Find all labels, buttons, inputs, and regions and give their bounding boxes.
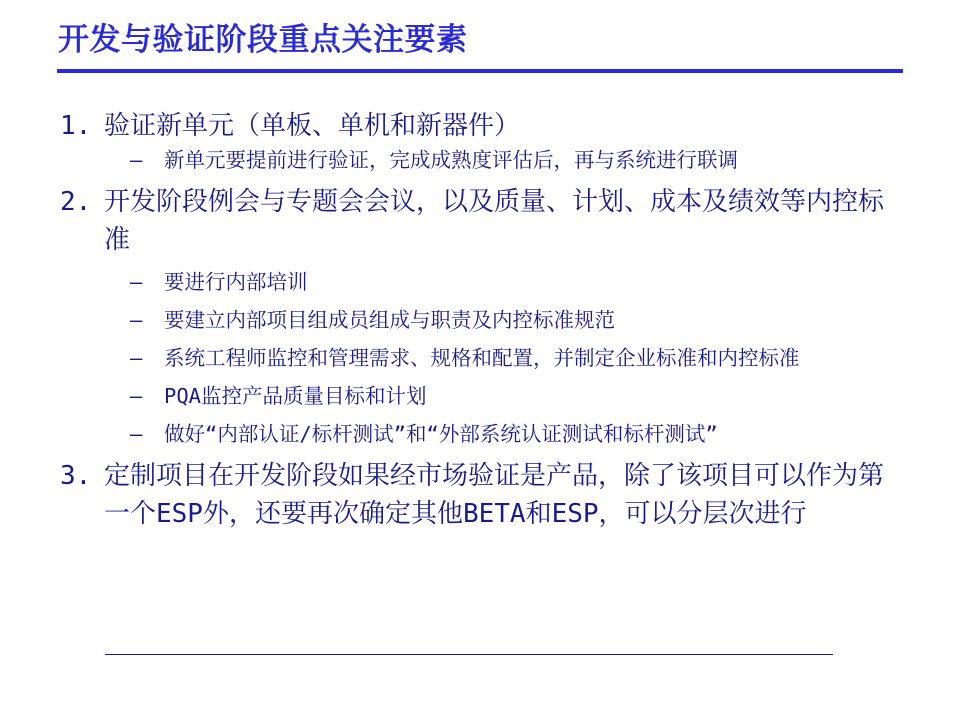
dash-bullet: – <box>130 308 143 332</box>
sub-item <box>130 305 910 335</box>
list-item-1 <box>60 107 910 145</box>
dash-bullet: – <box>130 148 143 172</box>
item-number: 1. <box>60 111 92 141</box>
slide-content <box>60 107 910 533</box>
sub-item-text: 要建立内部项目组成员组成与职责及内控标准规范 <box>164 308 615 332</box>
sub-item-text: 要进行内部培训 <box>164 270 308 294</box>
item-text: 开发阶段例会与专题会会议，以及质量、计划、成本及绩效等内控标准 <box>104 187 885 255</box>
title-underline <box>57 69 903 73</box>
dash-bullet: – <box>130 422 143 446</box>
dash-bullet: – <box>130 270 143 294</box>
list-item-3 <box>60 457 910 533</box>
item-number: 2. <box>60 187 92 217</box>
sub-item <box>130 145 910 175</box>
dash-bullet: – <box>130 384 143 408</box>
slide-title: 开发与验证阶段重点关注要素 <box>58 22 468 58</box>
sub-item-text: PQA监控产品质量目标和计划 <box>164 384 427 408</box>
sub-item-text: 新单元要提前进行验证，完成成熟度评估后，再与系统进行联调 <box>164 148 738 172</box>
item-text: 验证新单元（单板、单机和新器件） <box>104 111 521 141</box>
sub-item <box>130 381 910 411</box>
sub-item-text: 做好“内部认证/标杆测试”和“外部系统认证测试和标杆测试” <box>164 422 718 446</box>
item-number: 3. <box>60 461 92 491</box>
item-text: 定制项目在开发阶段如果经市场验证是产品，除了该项目可以作为第一个ESP外，还要再次确定其他BETA和ESP，可以分层次进行 <box>104 461 885 529</box>
dash-bullet: – <box>130 346 143 370</box>
sub-item <box>130 267 910 297</box>
sub-item <box>130 419 910 449</box>
bottom-divider <box>105 654 833 655</box>
list-item-2 <box>60 183 910 259</box>
sub-item <box>130 343 910 373</box>
sub-item-text: 系统工程师监控和管理需求、规格和配置，并制定企业标准和内控标准 <box>164 346 800 370</box>
